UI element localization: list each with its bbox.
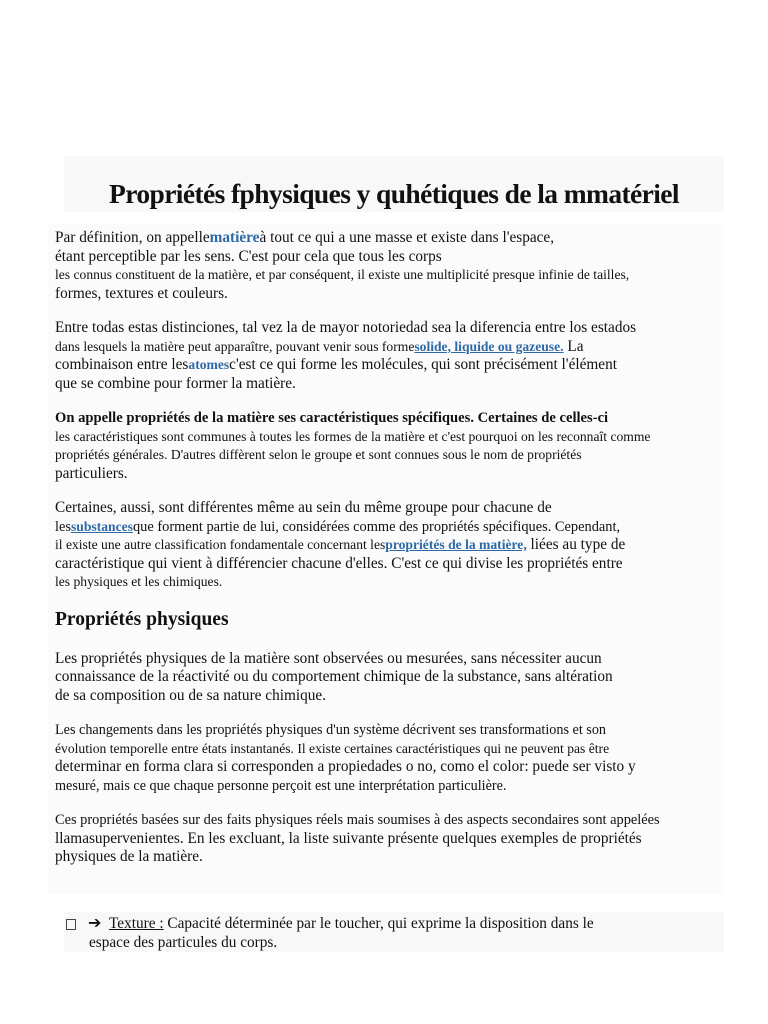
- paragraph-classification: [55, 499, 717, 592]
- text-span: dans lesquels la matière peut apparaître, pouvant venir sous forme: [55, 338, 415, 354]
- paragraph-properties: [55, 409, 717, 483]
- text-line: mesuré, mais ce que chaque personne perçoit est une interprétation particulière.: [55, 777, 507, 794]
- text-line: Les propriétés physiques de la matière sont observées ou mesurées, sans nécessiter aucun: [55, 649, 602, 667]
- text-line: [55, 338, 717, 357]
- text-span: que forment partie de lui, considérées comme des propriétés spécifiques. Cependant,: [132, 518, 621, 535]
- text-span: liées au type de: [526, 536, 626, 553]
- paragraph-states: [55, 319, 717, 393]
- link-proprietes-matiere[interactable]: propriétés de la matière,: [385, 537, 527, 552]
- term-separator: :: [159, 915, 164, 932]
- arrow-right-icon: ➔: [88, 915, 102, 932]
- text-line: de sa composition ou de sa nature chimique.: [55, 686, 327, 704]
- bullet-box-icon: [66, 919, 76, 930]
- text-line: les caractéristiques sont communes à toutes les formes de la matière et c'est pourquoi on les reconnaît comme: [55, 428, 651, 444]
- text-line: [55, 229, 717, 248]
- text-span: Capacité déterminée par le toucher, qui exprime la disposition dans le: [163, 915, 594, 932]
- link-substances[interactable]: substances: [71, 518, 133, 534]
- paragraph-supervenient: [55, 811, 717, 867]
- document-body: [55, 229, 717, 883]
- text-line: particuliers.: [55, 464, 128, 482]
- link-matiere[interactable]: matière: [209, 229, 260, 246]
- text-span: à tout ce qui a une masse et existe dans l'espace,: [259, 229, 555, 246]
- text-line: connaissance de la réactivité ou du comportement chimique de la substance, sans altération: [55, 668, 613, 685]
- text-line: les connus constituent de la matière, et par conséquent, il existe une multiplicité presque infinie de tailles,: [55, 267, 630, 282]
- text-line: caractéristique qui vient à différencier chacune d'elles. C'est ce qui divise les propriétés entre: [55, 554, 623, 572]
- text-span: combinaison entre les: [55, 356, 189, 373]
- section-heading: Propriétés physiques: [55, 608, 229, 630]
- text-line: Ces propriétés basées sur des faits physiques réels mais soumises à des aspects secondaires sont appelées: [55, 812, 660, 828]
- text-line: Certaines, aussi, sont différentes même au sein du même groupe pour chacune de: [55, 499, 552, 516]
- list-item-texture: [66, 914, 706, 952]
- text-line: les physiques et les chimiques.: [55, 574, 223, 589]
- term-texture: Texture: [109, 915, 160, 932]
- text-line: [66, 914, 706, 933]
- text-line: [55, 518, 717, 537]
- text-line: étant perceptible par les sens. C'est pour cela que tous les corps: [55, 247, 442, 265]
- text-span: La: [563, 337, 584, 355]
- text-span: c'est ce qui forme les molécules, qui sont précisément l'élément: [229, 356, 617, 373]
- link-states-of-matter[interactable]: solide, liquide ou gazeuse.: [414, 338, 564, 354]
- text-span: les: [55, 518, 71, 535]
- text-line: que se combine pour former la matière.: [55, 374, 296, 392]
- text-span: Par définition, on appelle: [55, 229, 210, 246]
- text-line: determinar en forma clara si corresponden a propiedades o no, como el color: puede ser visto y: [55, 758, 636, 775]
- paragraph-definition: [55, 229, 717, 303]
- text-span: il existe une autre classification fondamentale concernant les: [55, 537, 386, 552]
- text-line: [55, 536, 717, 555]
- text-line: propriétés générales. D'autres diffèrent selon le groupe et sont connues sous le nom de propriétés: [55, 447, 582, 462]
- text-line: [55, 356, 717, 375]
- page-title: Propriétés fphysiques y quhétiques de la mmatériel: [109, 178, 679, 209]
- link-atomes[interactable]: atomes: [188, 357, 230, 372]
- text-line: Les changements dans les propriétés physiques d'un système décrivent ses transformations et son: [55, 722, 607, 738]
- paragraph-changes: [55, 721, 717, 795]
- text-line: On appelle propriétés de la matière ses caractéristiques spécifiques. Certaines de celles-ci: [55, 410, 609, 426]
- text-line: évolution temporelle entre états instantanés. Il existe certaines caractéristiques qui ne peuvent pas être: [55, 740, 610, 756]
- text-line: physiques de la matière.: [55, 848, 203, 865]
- paragraph-physical-definition: [55, 650, 717, 706]
- text-line: espace des particules du corps.: [89, 934, 278, 951]
- text-line: formes, textures et couleurs.: [55, 284, 228, 302]
- text-line: Entre todas estas distinciones, tal vez la de mayor notoriedad sea la diferencia entre los estados: [55, 319, 637, 336]
- text-line: llamasupervenientes. En les excluant, la liste suivante présente quelques exemples de propriétés: [55, 829, 642, 847]
